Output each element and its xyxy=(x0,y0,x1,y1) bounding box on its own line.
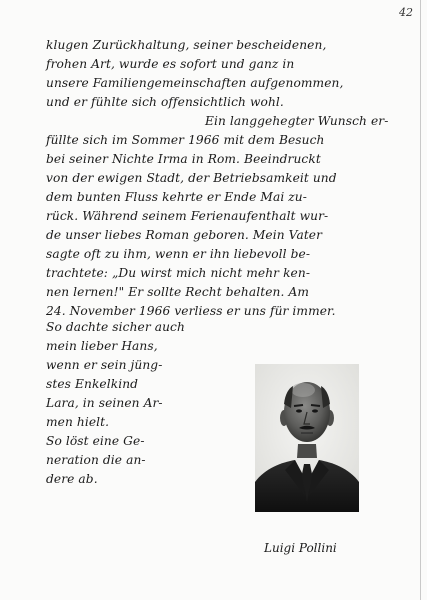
text-line: mein lieber Hans, xyxy=(46,339,158,353)
text-line: dere ab. xyxy=(46,472,98,486)
text-line: men hielt. xyxy=(46,415,110,429)
text-line: rück. Während seinem Ferienaufenthalt wur- xyxy=(46,209,329,223)
text-line: und er fühlte sich offensichtlich wohl. xyxy=(46,95,284,109)
portrait-photo xyxy=(255,364,359,512)
text-line: bei seiner Nichte Irma in Rom. Beeindruckt xyxy=(46,152,321,166)
text-line: neration die an- xyxy=(46,453,146,467)
text-line: dem bunten Fluss kehrte er Ende Mai zu- xyxy=(46,190,307,204)
text-line: Lara, in seinen Ar- xyxy=(46,396,163,410)
text-line: von der ewigen Stadt, der Betriebsamkeit und xyxy=(46,171,337,185)
page-number: 42 xyxy=(399,6,413,19)
text-line: füllte sich im Sommer 1966 mit dem Besuch xyxy=(46,133,325,147)
text-line: klugen Zurückhaltung, seiner bescheidenen, xyxy=(46,38,327,52)
signature: Luigi Pollini xyxy=(264,541,337,555)
scan-edge xyxy=(420,0,421,600)
text-line: unsere Familiengemeinschaften aufgenommen, xyxy=(46,76,344,90)
text-line: So löst eine Ge- xyxy=(46,434,145,448)
text-line: frohen Art, wurde es sofort und ganz in xyxy=(46,57,295,71)
portrait-illustration xyxy=(255,364,359,512)
text-line: wenn er sein jüng- xyxy=(46,358,163,372)
text-line: nen lernen!" Er sollte Recht behalten. Am xyxy=(46,285,310,299)
text-line: de unser liebes Roman geboren. Mein Vater xyxy=(46,228,323,242)
text-line: sagte oft zu ihm, wenn er ihn liebevoll be- xyxy=(46,247,311,261)
text-line: 24. November 1966 verliess er uns für immer. xyxy=(46,304,336,318)
text-line: Ein langgehegter Wunsch er- xyxy=(205,114,389,128)
text-line: trachtete: „Du wirst mich nicht mehr ken- xyxy=(46,266,311,280)
text-line: stes Enkelkind xyxy=(46,377,139,391)
text-line: So dachte sicher auch xyxy=(46,320,185,334)
